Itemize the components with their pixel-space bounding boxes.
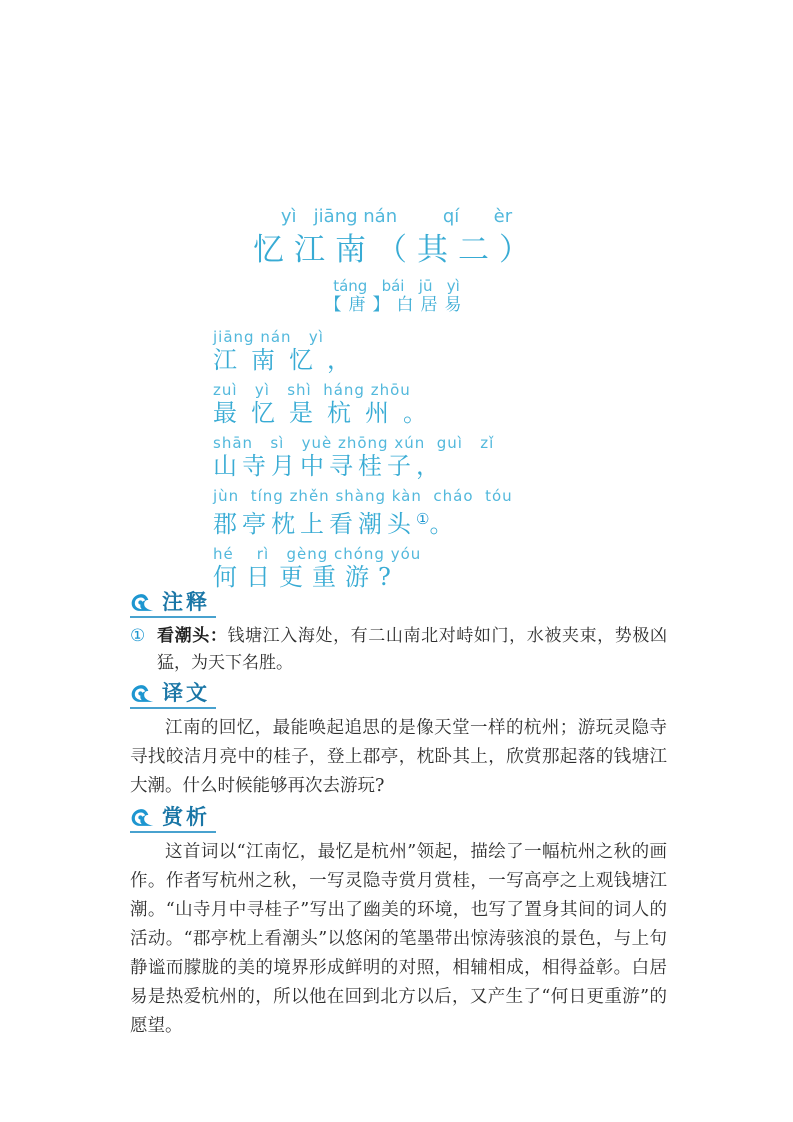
section-title: 译文 [162,681,210,705]
poem-header [0,206,793,316]
poem-line-pinyin: shān sì yuè zhōng xún guì zǐ [213,434,495,452]
footnote-reference: ① [416,510,430,528]
poem-line-pinyin: zuì yì shì háng zhōu [213,381,411,399]
translation-paragraph: 江南的回忆，最能唤起追思的是像天堂一样的杭州；游玩灵隐寺寻找皎洁月亮中的桂子，登上郡亭，枕卧其上，欣赏那起落的钱塘江大潮。什么时候能够再次去游玩? [130,718,667,796]
poem-line [213,434,513,480]
poem-line-text: 何日更重游? [213,563,400,591]
poem-line [213,545,513,591]
poem-line-text: 最忆是杭州。 [213,399,441,427]
poem-line [213,487,513,538]
wave-icon [130,592,155,613]
section-analysis [130,805,667,1041]
poem-line [213,328,513,374]
author-name: 【唐】白居易 [324,295,469,315]
note-term: 看潮头： [157,626,228,646]
wave-icon [130,807,155,828]
annotation-sections [130,590,667,1045]
poem-line-text: 山寺月中寻桂子， [213,452,445,480]
section-notes [130,590,667,677]
note-paragraph [130,623,667,677]
notes-header [130,590,216,618]
title-pinyin: yì jiāng nán qí èr [280,206,513,227]
note-body: 钱塘江入海处，有二山南北对峙如门，水被夹束，势极凶猛，为天下名胜。 [157,626,668,673]
poem-line-text: 江南忆， [213,346,365,374]
poem-line-text-tail: 。 [429,510,459,538]
analysis-header [130,805,216,833]
author-pinyin: táng bái jū yì [333,277,460,295]
section-title: 赏析 [162,805,210,829]
analysis-paragraph: 这首词以“江南忆，最忆是杭州”领起，描绘了一幅杭州之秋的画作。作者写杭州之秋，一写灵隐寺赏月赏桂，一写高亭之上观钱塘江潮。“山寺月中寻桂子”写出了幽美的环境，也写了置身其间的词人的活动。“郡亭枕上看潮头”以悠闲的笔墨带出惊涛骇浪的景色，与上句静谧而朦胧的美的境界形成鲜明的对照，相辅相成，相得益彰。白居易是热爱杭州的，所以他在回到北方以后，又产生了“何日更重游”的愿望。 [130,842,667,1036]
section-title: 注释 [162,590,210,614]
note-number: ① [130,626,146,646]
poem-line-pinyin: jùn tíng zhěn shàng kàn cháo tóu [213,487,513,505]
wave-icon [130,683,155,704]
poem-line [213,381,513,427]
poem-body [213,328,513,598]
section-translation [130,681,667,801]
poem-line-pinyin: hé rì gèng chóng yóu [213,545,422,563]
poem-line-pinyin: jiāng nán yì [213,328,324,346]
poem-title: 忆江南（其二） [253,232,540,268]
translation-header [130,681,216,709]
poem-line-text [213,505,513,538]
poem-line-text-main: 郡亭枕上看潮头 [213,510,416,538]
